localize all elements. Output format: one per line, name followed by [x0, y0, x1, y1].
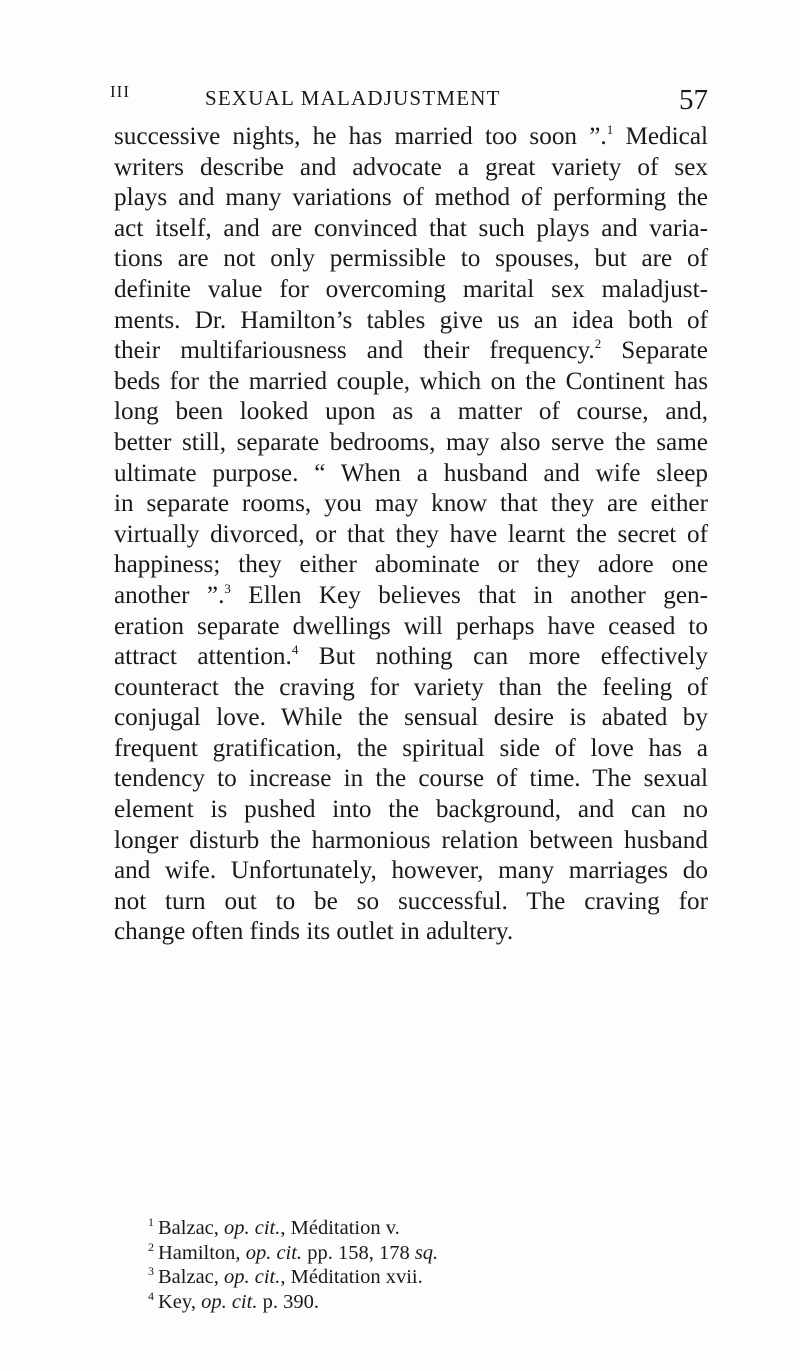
text-segment: act itself, and are convinced that such plays and varia-	[114, 214, 708, 242]
footnote-detail: , Méditation xvii.	[280, 1266, 423, 1289]
text-segment: Ellen Key believes that in another gen-	[230, 581, 708, 609]
footnote-author: Balzac,	[158, 1266, 225, 1289]
text-line	[114, 367, 708, 398]
text-segment: better still, separate bedrooms, may also serve the same	[114, 428, 708, 456]
text-segment: change often finds its outlet in adultery.	[114, 918, 514, 946]
text-line	[114, 214, 708, 245]
text-segment: attract attention.	[114, 643, 292, 671]
text-line	[114, 856, 708, 887]
text-segment: tions are not only permissible to spouses, but are of	[114, 245, 708, 273]
text-line	[114, 489, 708, 520]
footnote-reference: op. cit.	[224, 1266, 281, 1289]
footnote-detail: p. 390.	[257, 1290, 319, 1313]
text-line	[114, 917, 708, 948]
text-segment: their multifariousness and their frequency.	[114, 337, 595, 365]
text-segment: Separate	[601, 337, 708, 365]
footnote-detail-italic: sq.	[414, 1241, 439, 1264]
text-line	[114, 887, 708, 918]
text-segment: successive nights, he has married too soon ”.	[114, 123, 607, 150]
text-line	[114, 275, 708, 306]
text-segment: plays and many variations of method of performing the	[114, 184, 708, 212]
footnote	[148, 1265, 708, 1290]
text-line	[114, 581, 708, 612]
text-segment: beds for the married couple, which on the Continent has	[114, 367, 708, 395]
body-paragraph	[114, 122, 708, 948]
text-segment: tendency to increase in the course of time. The sexual	[114, 765, 708, 793]
text-segment: element is pushed into the background, and can no	[114, 796, 708, 824]
chapter-number: III	[110, 82, 130, 101]
footnote-author: Hamilton,	[158, 1241, 246, 1264]
text-line	[114, 397, 708, 428]
text-line	[114, 673, 708, 704]
footnote-author: Balzac,	[158, 1217, 225, 1239]
text-line	[114, 734, 708, 765]
text-segment: writers describe and advocate a great variety of sex	[114, 153, 708, 181]
text-line	[114, 703, 708, 734]
footnote-marker[interactable]: 2	[594, 336, 602, 352]
footnote-detail: pp. 158, 178	[302, 1241, 415, 1264]
text-line	[114, 550, 708, 581]
text-segment: not turn out to be so successful. The craving for	[114, 887, 708, 915]
footnote	[148, 1290, 708, 1315]
text-line	[114, 306, 708, 337]
text-line	[114, 183, 708, 214]
text-segment: and wife. Unfortunately, however, many marriages do	[114, 857, 708, 885]
footnote-author: Key,	[158, 1290, 202, 1313]
text-segment: eration separate dwellings will perhaps have ceased to	[114, 612, 708, 640]
text-segment: definite value for overcoming marital sex maladjust-	[114, 275, 708, 303]
footnote-number: 2	[148, 1239, 154, 1254]
footnote-detail: , Méditation v.	[280, 1217, 400, 1239]
text-segment: in separate rooms, you may know that they are either	[114, 490, 708, 518]
text-line	[114, 244, 708, 275]
footnote-marker[interactable]: 3	[224, 580, 231, 596]
footnote	[148, 1241, 708, 1266]
running-title: SEXUAL MALADJUSTMENT	[205, 86, 501, 110]
text-segment: Medical	[613, 123, 708, 150]
text-segment: ments. Dr. Hamilton’s tables give us an idea both of	[114, 306, 708, 334]
page-number: 57	[679, 84, 708, 116]
footnote-reference: op. cit.	[224, 1217, 281, 1239]
text-line	[114, 336, 708, 367]
text-line	[114, 153, 708, 184]
text-line	[114, 122, 708, 153]
text-line	[114, 642, 708, 673]
text-line	[114, 520, 708, 551]
footnotes	[148, 1216, 708, 1314]
text-line	[114, 826, 708, 857]
text-segment: longer disturb the harmonious relation between husband	[114, 826, 708, 854]
footnote	[148, 1216, 708, 1241]
footnote-marker[interactable]: 4	[291, 642, 299, 658]
text-line	[114, 459, 708, 490]
footnote-marker[interactable]: 1	[606, 122, 614, 137]
text-segment: virtually divorced, or that they have learnt the secret of	[114, 520, 708, 548]
text-segment: long been looked upon as a matter of course, and,	[114, 398, 708, 426]
text-segment: happiness; they either abominate or they adore one	[114, 551, 708, 579]
text-line	[114, 428, 708, 459]
text-segment: ultimate purpose. “ When a husband and wife sleep	[114, 459, 708, 487]
footnote-reference: op. cit.	[201, 1290, 258, 1313]
text-line	[114, 795, 708, 826]
footnote-reference: op. cit.	[245, 1241, 303, 1264]
text-segment: conjugal love. While the sensual desire is abated by	[114, 704, 708, 732]
footnote-number: 1	[148, 1215, 154, 1229]
footnote-number: 3	[148, 1264, 154, 1279]
text-line	[114, 612, 708, 643]
text-segment: frequent gratification, the spiritual side of love has a	[114, 734, 708, 762]
text-segment: another ”.	[114, 581, 225, 609]
text-segment: But nothing can more effectively	[298, 643, 708, 671]
footnote-number: 4	[148, 1288, 154, 1303]
text-segment: counteract the craving for variety than the feeling of	[114, 673, 708, 701]
text-line	[114, 764, 708, 795]
running-header	[110, 80, 708, 120]
